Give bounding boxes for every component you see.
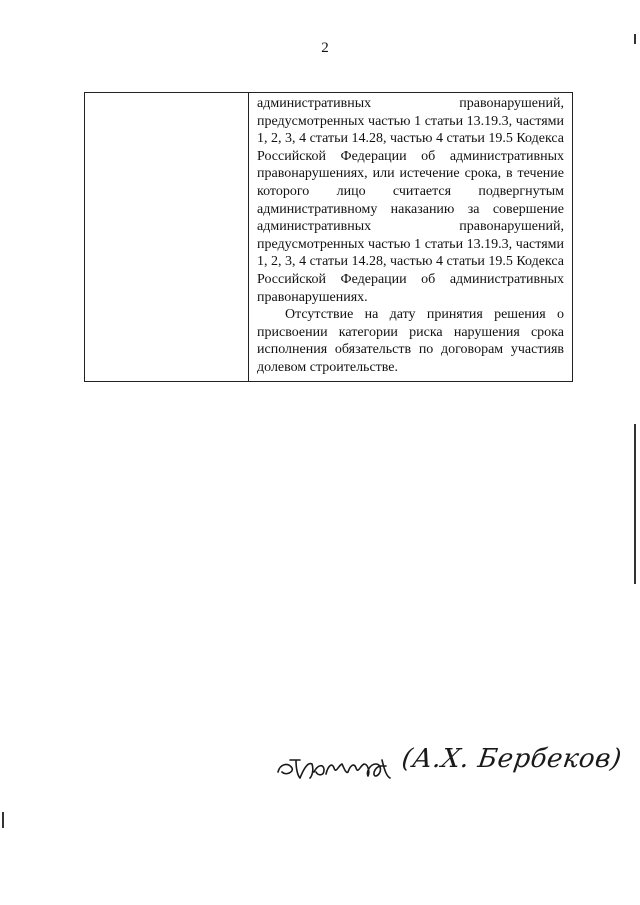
scan-mark [634, 34, 636, 44]
criteria-paragraph: Отсутствие на дату принятия решения о присвоении категории риска нарушения срока исполнения обязательств по договорам участияв долевом строительстве. [257, 307, 564, 375]
signature-scribble [274, 742, 404, 790]
signature [274, 742, 624, 790]
table-row [85, 93, 573, 382]
page-number: 2 [321, 40, 329, 56]
scan-mark [634, 424, 636, 584]
scan-mark [2, 812, 4, 828]
criteria-paragraph: административных правонарушений, предусмотренных частью 1 статьи 13.19.3, частями 1, 2, 3, 4 статьи 14.28, частью 4 статьи 19.5 Кодекса Российской Федерации об административных правонарушениях, или истечение срока, в течение которого лицо считается подвергнутым административному наказанию за совершение административных правонарушений, предусмотренных частью 1 статьи 13.19.3, частями 1, 2, 3, 4 статьи 14.28, частью 4 статьи 19.5 Кодекса Российской Федерации об административных правонарушениях. [257, 96, 564, 305]
criteria-table [84, 92, 573, 382]
table-cell-left [85, 93, 249, 382]
table-cell-right [249, 93, 573, 382]
signature-name: (А.Х. Бербеков) [399, 744, 624, 774]
